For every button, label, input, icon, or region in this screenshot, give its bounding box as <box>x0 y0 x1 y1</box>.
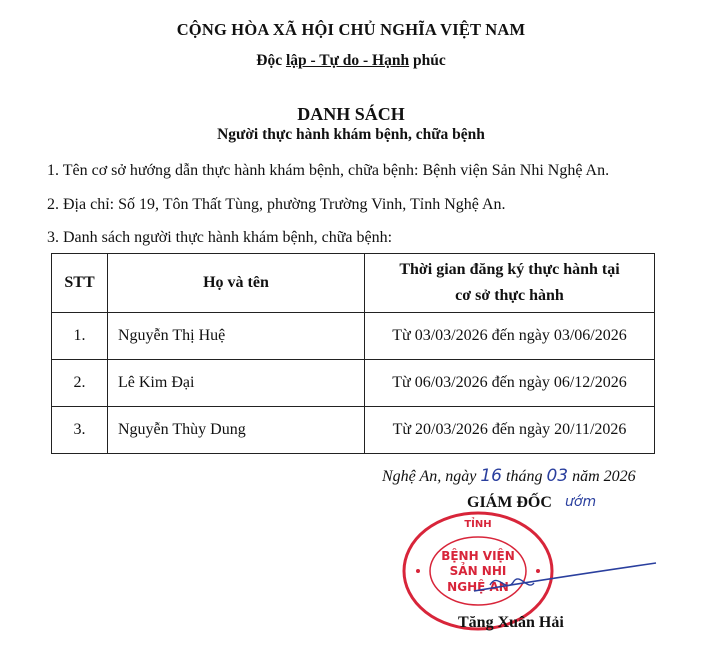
motto-prefix: Độc <box>256 52 286 69</box>
motto-line <box>0 52 702 70</box>
place-date-line <box>382 466 636 486</box>
stamp-text-top: TỈNH <box>464 519 492 530</box>
handwritten-initials: ướm <box>565 494 597 510</box>
table-row <box>52 407 655 454</box>
document-subtitle: Người thực hành khám bệnh, chữa bệnh <box>217 126 485 143</box>
place-prefix: Nghệ An, ngày <box>382 468 481 485</box>
header-name: Họ và tên <box>108 254 365 313</box>
header-stt: STT <box>52 254 108 313</box>
stamp-text-line1: BỆNH VIỆN <box>441 549 515 563</box>
practitioner-table <box>51 253 655 454</box>
header-time-line1: Thời gian đăng ký thực hành tại <box>399 261 620 278</box>
header-time <box>365 254 655 313</box>
handwritten-day: 16 <box>480 466 502 486</box>
cell-name: Nguyễn Thị Huệ <box>108 313 365 360</box>
cell-stt: 1. <box>52 313 108 360</box>
table-header-row <box>52 254 655 313</box>
table-row <box>52 360 655 407</box>
year-label: năm 2026 <box>568 468 636 485</box>
cell-stt: 2. <box>52 360 108 407</box>
month-label: tháng <box>502 468 547 485</box>
handwritten-signature <box>470 555 660 605</box>
stamp-text-line3: NGHỆ AN <box>447 580 509 594</box>
cell-name: Nguyễn Thùy Dung <box>108 407 365 454</box>
cell-name: Lê Kim Đại <box>108 360 365 407</box>
stamp-text-line2: SẢN NHI <box>449 564 507 578</box>
director-title: GIÁM ĐỐC <box>467 494 552 511</box>
cell-time: Từ 06/03/2026 đến ngày 06/12/2026 <box>365 360 655 407</box>
signer-name: Tăng Xuân Hải <box>458 614 564 631</box>
info-item-address: 2. Địa chỉ: Số 19, Tôn Thất Tùng, phường Trường Vinh, Tỉnh Nghệ An. <box>47 196 506 213</box>
cell-stt: 3. <box>52 407 108 454</box>
motto-underlined: lập - Tự do - Hạnh <box>285 52 410 69</box>
info-item-facility: 1. Tên cơ sở hướng dẫn thực hành khám bệnh, chữa bệnh: Bệnh viện Sản Nhi Nghệ An. <box>47 162 610 179</box>
nation-heading: CỘNG HÒA XÃ HỘI CHỦ NGHĨA VIỆT NAM <box>176 20 526 39</box>
document-title: DANH SÁCH <box>297 104 405 124</box>
table-row <box>52 313 655 360</box>
cell-time: Từ 20/03/2026 đến ngày 20/11/2026 <box>365 407 655 454</box>
motto-suffix: phúc <box>409 52 446 69</box>
cell-time: Từ 03/03/2026 đến ngày 03/06/2026 <box>365 313 655 360</box>
info-item-list-heading: 3. Danh sách người thực hành khám bệnh, chữa bệnh: <box>47 229 393 246</box>
handwritten-month: 03 <box>546 466 569 486</box>
header-time-line2: cơ sở thực hành <box>455 287 564 304</box>
